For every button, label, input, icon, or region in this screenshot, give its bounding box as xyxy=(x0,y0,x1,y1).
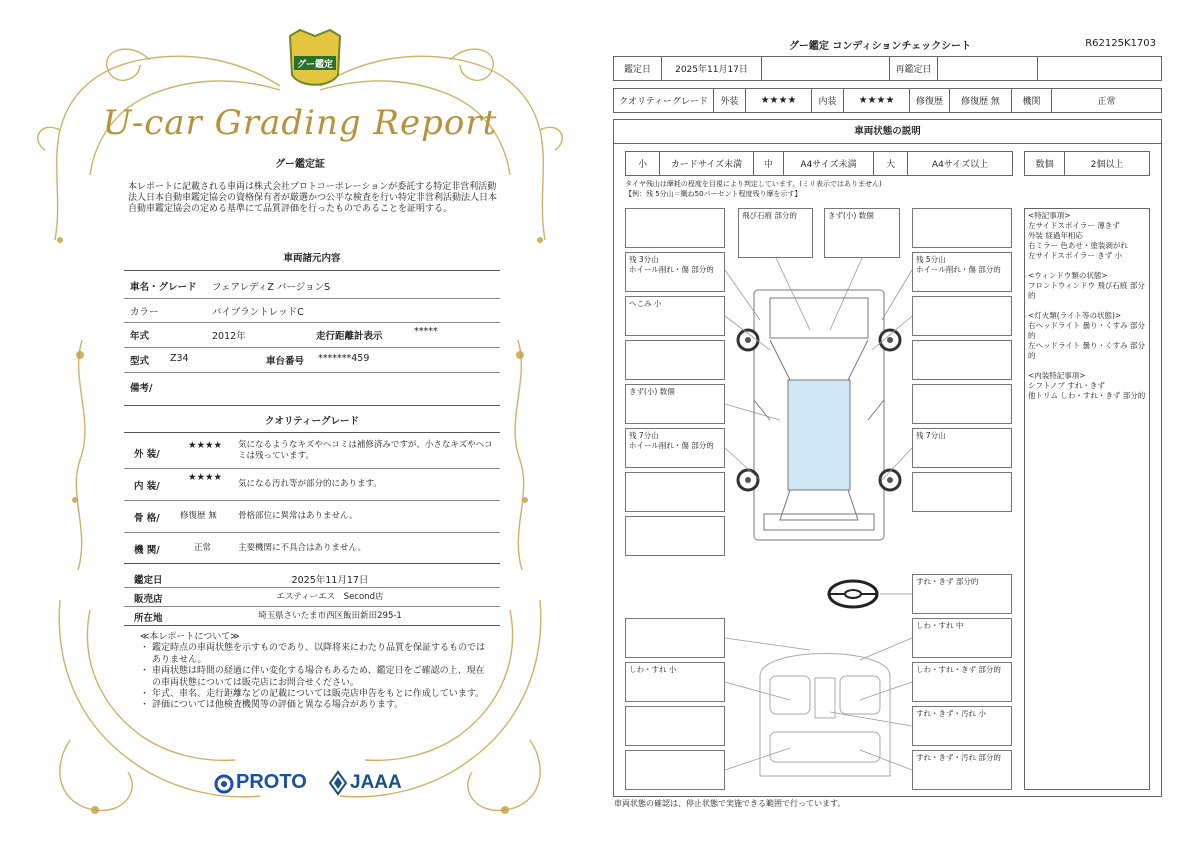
remarks-label: 備考/ xyxy=(130,383,153,394)
remark-line xyxy=(1028,301,1148,311)
address-label: 所在地 xyxy=(134,613,163,624)
jaaa-logo-icon xyxy=(328,770,348,796)
divider xyxy=(124,625,500,626)
date-value: 2025年11月17日 xyxy=(662,57,762,81)
report-notes: ≪本レポートについて≫ ・ 鑑定時点の車両状態を示すものであり、以降将来にわたり品質を保証するものではありません。 ・ 車両状態は時間の経過に伴い変化する場合もあるため、鑑定日をご確認の上、現在の車両状態については販売店にお問合せください。 ・ 年式、車名、走行距離などの記載については販売店申告をもとに作成しています。 ・ 評価については他検査機関等の評価と異なる場合があります。 xyxy=(140,632,490,712)
size-small-desc: カードサイズ未満 xyxy=(660,152,754,176)
jaaa-logo: JAAA xyxy=(350,772,402,793)
count-label: 数個 xyxy=(1025,152,1065,176)
ext-cell-right1: 残 5分山 ホイール削れ・傷 部分的 xyxy=(912,252,1012,292)
int-cell-r5: すれ・きず・汚れ 部分的 xyxy=(912,750,1012,790)
divider xyxy=(124,298,500,299)
report-id: R62125K1703 xyxy=(1085,38,1156,49)
address-value: 埼玉県さいたま市西区飯田新田295-1 xyxy=(258,611,402,621)
interior-text: 気になる汚れ等が部分的にあります。 xyxy=(238,479,382,489)
divider xyxy=(124,405,500,406)
count-desc: 2個以上 xyxy=(1065,152,1150,176)
divider xyxy=(124,270,500,271)
ext-stars: ★★★★ xyxy=(746,89,812,113)
remark-line: 左サイドスポイラー 薄きず xyxy=(1028,221,1120,230)
remark-line: 右ミラー 色あせ・塗装剥がれ xyxy=(1028,241,1128,250)
explain-heading: 車両状態の説明 xyxy=(613,119,1162,144)
spec-heading: 車両諸元内容 xyxy=(283,253,341,264)
divider xyxy=(124,606,500,607)
quality-heading: クオリティーグレード xyxy=(264,416,360,427)
remark-line: <灯火類(ライト等の状態)> xyxy=(1028,311,1122,320)
year-value: 2012年 xyxy=(212,331,246,342)
steer-cell: すれ・きず 部分的 xyxy=(912,574,1012,614)
frame-text: 骨格部位に異常はありません。 xyxy=(238,511,358,521)
certificate-subtitle: グー鑑定証 xyxy=(275,159,325,170)
engine-text: 主要機関に不具合はありません。 xyxy=(238,543,367,553)
certificate-intro: 本レポートに記載される車両は株式会社プロトコーポレーションが委託する特定非営利活動法人日本自動車鑑定協会の資格保有者が厳選かつ公平な検査を行い特定非営利活動法人日本自動車鑑定協会の定める基準にて品質評価を行ったものであることを証明する。 xyxy=(128,182,498,215)
divider xyxy=(124,587,500,588)
name-value: フェアレディZ バージョンS xyxy=(212,282,331,293)
name-label: 車名・グレード xyxy=(130,282,197,293)
int-stars: ★★★★ xyxy=(844,89,910,113)
size-large: 大 xyxy=(874,152,908,176)
divider xyxy=(124,432,500,433)
date-label: 鑑定日 xyxy=(134,575,163,586)
divider xyxy=(124,500,500,501)
int-cell-l3: しわ・すれ 小 xyxy=(625,662,725,702)
remark-line xyxy=(1028,361,1148,371)
remark-line: 他トリム しわ・すれ・きず 部分的 xyxy=(1028,391,1146,400)
condition-check-sheet xyxy=(600,0,1200,848)
note-item: 評価については他検査機関等の評価と異なる場合があります。 xyxy=(152,700,404,711)
note-item: 車両状態は時間の経過に伴い変化する場合もあるため、鑑定日をご確認の上、現在の車両状態については販売店にお問合せください。 xyxy=(152,666,485,688)
odometer-value: ***** xyxy=(414,326,438,337)
remark-line: <特記事項> xyxy=(1028,211,1071,220)
shop-label: 販売店 xyxy=(134,594,163,605)
interior-stars: ★★★★ xyxy=(188,472,223,483)
tire-note: タイヤ残山は摩耗の程度を目視により判定しています。(ミリ表示ではありません) xyxy=(625,180,882,188)
remark-line: シフトノブ すれ・きず xyxy=(1028,381,1105,390)
color-label: カラー xyxy=(130,307,159,318)
divider xyxy=(124,563,500,564)
badge-label: グー鑑定 xyxy=(296,60,333,70)
remark-line: 右ヘッドライト 曇り・くすみ 部分的 xyxy=(1028,321,1146,340)
note-item: 年式、車名、走行距離などの記載については販売店申告をもとに作成しています。 xyxy=(152,689,485,700)
chassis-value: *******459 xyxy=(318,353,370,364)
divider xyxy=(124,372,500,373)
int-cell-r4: すれ・きず・汚れ 小 xyxy=(912,706,1012,746)
remark-line: 外装 経過年相応 xyxy=(1028,231,1083,240)
sheet-title: グー鑑定 コンディションチェックシート xyxy=(788,41,972,52)
divider xyxy=(124,347,500,348)
shop-value: エスティーエス Second店 xyxy=(276,592,384,602)
proto-logo: PROTO xyxy=(236,771,307,793)
int-label: 内装 xyxy=(812,89,844,113)
year-label: 年式 xyxy=(130,331,150,342)
model-value: Z34 xyxy=(170,353,189,364)
remark-line: フロントウィンドウ 飛び石痕 部分的 xyxy=(1028,281,1145,300)
ext-cell-top2: きず(小) 数個 xyxy=(824,208,900,258)
remark-line: 左ヘッドライト 曇り・くすみ 部分的 xyxy=(1028,341,1146,360)
date-value: 2025年11月17日 xyxy=(291,575,369,586)
exterior-label: 外 装/ xyxy=(134,449,160,460)
note-item: 鑑定時点の車両状態を示すものであり、以降将来にわたり品質を保証するものではありません。 xyxy=(152,643,486,665)
ext-cell-left3: へこみ 小 xyxy=(625,296,725,336)
size-large-desc: A4サイズ以上 xyxy=(908,152,1013,176)
engine-value: 正常 xyxy=(194,543,212,553)
remarks-list xyxy=(1028,211,1148,401)
remark-line: <ウィンドウ類の状態> xyxy=(1028,271,1108,280)
certificate-title: U-car Grading Report xyxy=(102,103,498,143)
odometer-label: 走行距離計表示 xyxy=(316,331,383,342)
remark-line xyxy=(1028,261,1148,271)
remark-line: <内装特記事項> xyxy=(1028,371,1086,380)
engine-label: 機 関/ xyxy=(134,545,160,556)
ext-cell-right6: 残 7分山 xyxy=(912,428,1012,468)
proto-logo-icon xyxy=(214,774,234,794)
exterior-stars: ★★★★ xyxy=(188,440,223,451)
int-cell-r2: しわ・すれ 中 xyxy=(912,618,1012,658)
exterior-text: 気になるようなキズやヘコミは補修済みですが、小さなキズやヘコミは残っています。 xyxy=(238,440,493,461)
ext-cell-left5: きず(小) 数個 xyxy=(625,384,725,424)
divider xyxy=(124,322,500,323)
tire-example: 【例：残 5分山＝概ね50パーセント程度残り摩を示す】 xyxy=(625,190,802,198)
size-mid-desc: A4サイズ未満 xyxy=(784,152,874,176)
chassis-label: 車台番号 xyxy=(266,356,305,367)
date-label: 鑑定日 xyxy=(614,57,662,81)
remark-line: 左サイドスポイラー きず 小 xyxy=(1028,251,1123,260)
repair-label: 修復歴 xyxy=(910,89,950,113)
int-cell-r3: しわ・すれ・きず 部分的 xyxy=(912,662,1012,702)
color-value: バイブラントレッドC xyxy=(212,307,304,318)
engine-value: 正常 xyxy=(1052,89,1162,113)
frame-value: 修復歴 無 xyxy=(180,511,217,521)
interior-label: 内 装/ xyxy=(134,481,160,492)
divider xyxy=(124,468,500,469)
ext-label: 外装 xyxy=(714,89,746,113)
size-small: 小 xyxy=(626,152,660,176)
notes-title: ≪本レポートについて≫ xyxy=(140,632,240,642)
divider xyxy=(124,532,500,533)
repair-value: 修復歴 無 xyxy=(950,89,1012,113)
reinspect-label: 再鑑定日 xyxy=(890,57,938,81)
ext-cell-top1: 飛び石痕 部分的 xyxy=(738,208,813,258)
size-mid: 中 xyxy=(754,152,784,176)
ext-cell-left6: 残 7分山 ホイール削れ・傷 部分的 xyxy=(625,428,725,468)
grade-label: クオリティーグレード xyxy=(614,89,714,113)
model-label: 型式 xyxy=(130,356,150,367)
engine-label: 機関 xyxy=(1012,89,1052,113)
sheet-footer: 車両状態の確認は、停止状態で実施できる範囲で行っています。 xyxy=(614,799,846,808)
frame-label: 骨 格/ xyxy=(134,513,160,524)
ext-cell-left1: 残 3分山 ホイール削れ・傷 部分的 xyxy=(625,252,725,292)
